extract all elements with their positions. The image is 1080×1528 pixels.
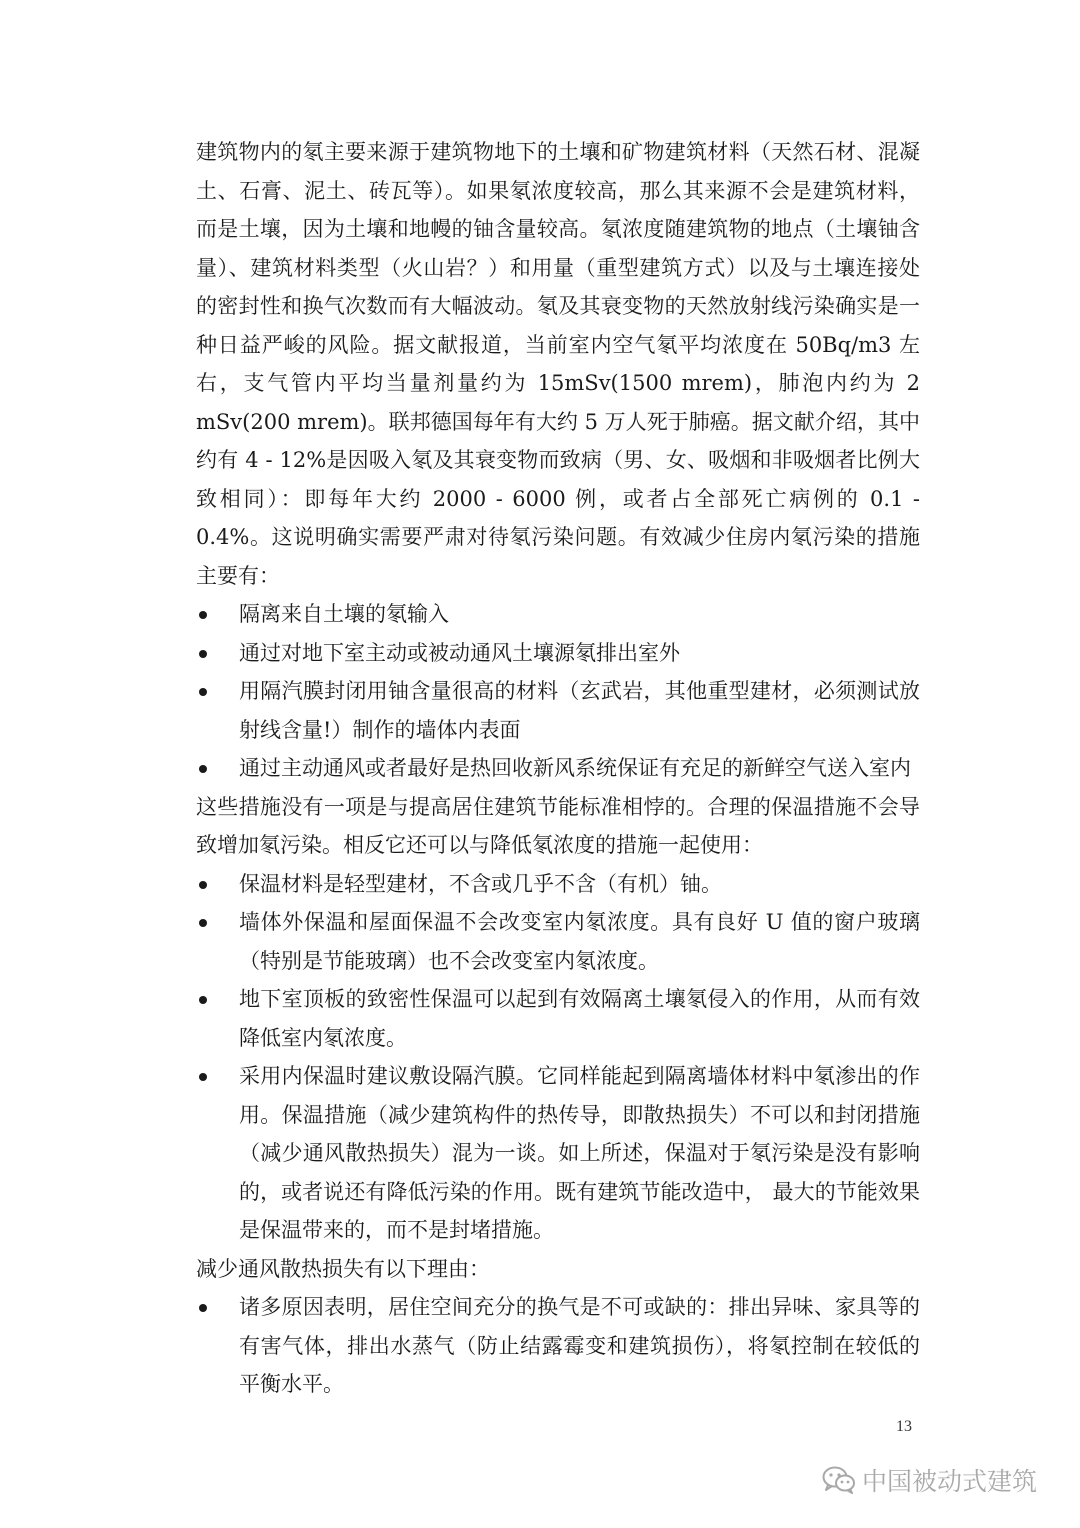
paragraph-insulation: 这些措施没有一项是与提高居住建筑节能标准相悖的。合理的保温措施不会导致增加氡污染。相反它还可以与降低氡浓度的措施一起使用：: [196, 794, 920, 857]
list-item-text: 通过对地下室主动或被动通风土壤源氡排出室外: [239, 640, 680, 665]
bullet-icon: [199, 688, 207, 696]
list-item: [196, 749, 920, 788]
bullet-icon: [199, 996, 207, 1004]
bullet-icon: [199, 765, 207, 773]
list-item-text: 保温材料是轻型建材，不含或几乎不含（有机）铀。: [239, 871, 722, 896]
list-item: [196, 1057, 920, 1250]
list-item: [196, 595, 920, 634]
list-item: [196, 903, 920, 980]
bullet-list-ventilation: [196, 1288, 920, 1404]
wechat-watermark: [822, 1462, 1037, 1498]
list-item-text: 隔离来自土壤的氡输入: [239, 602, 449, 626]
bullet-icon: [199, 1304, 207, 1312]
list-item: [196, 980, 920, 1057]
paragraph-radon-sources: 建筑物内的氡主要来源于建筑物地下的土壤和矿物建筑材料（天然石材、混凝土、石膏、泥土、砖瓦等）。如果氡浓度较高，那么其来源不会是建筑材料，而是土壤，因为土壤和地幔的铀含量较高。氡浓度随建筑物的地点（土壤铀含量）、建筑材料类型（火山岩？）和用量（重型建筑方式）以及与土壤连接处的密封性和换气次数而有大幅波动。氡及其衰变物的天然放射线污染确实是一种日益严峻的风险。据文献报道，当前室内空气氡平均浓度在 50Bq/m3 左右，支气管内平均当量剂量约为 15mSv(1500 mrem)，肺泡内约为 2 mSv(200 mrem)。联邦德国每年有大约 5 万人死于肺癌。据文献介绍，其中约有 4 - 12%是因吸入氡及其衰变物而致病（男、女、吸烟和非吸烟者比例大致相同）：即每年大约 2000 - 6000 例，或者占全部死亡病例的 0.1 - 0.4%。这说明确实需要严肃对待氡污染问题。有效减少住房内氡污染的措施主要有：: [196, 140, 920, 588]
bullet-icon: [199, 1073, 207, 1081]
list-item: [196, 672, 920, 749]
bullet-icon: [199, 881, 207, 889]
document-body: [196, 133, 920, 1404]
list-item: [196, 634, 920, 673]
bullet-icon: [199, 919, 207, 927]
wechat-icon: [822, 1466, 856, 1494]
bullet-list-measures: [196, 595, 920, 788]
list-item-text: 墙体外保温和屋面保温不会改变室内氡浓度。具有良好 U 值的窗户玻璃（特别是节能玻璃）也不会改变室内氡浓度。: [239, 910, 920, 973]
list-item-text: 用隔汽膜封闭用铀含量很高的材料（玄武岩，其他重型建材，必须测试放射线含量!）制作的墙体内表面: [239, 679, 920, 742]
list-item-text: 诸多原因表明，居住空间充分的换气是不可或缺的：排出异味、家具等的有害气体，排出水蒸气（防止结露霉变和建筑损伤），将氡控制在较低的平衡水平。: [239, 1295, 920, 1396]
list-item-text: 采用内保温时建议敷设隔汽膜。它同样能起到隔离墙体材料中氡渗出的作用。保温措施（减少建筑构件的热传导，即散热损失）不可以和封闭措施（减少通风散热损失）混为一谈。如上所述，保温对于氡污染是没有影响的，或者说还有降低污染的作用。既有建筑节能改造中， 最大的节能效果是保温带来的，而不是封堵措施。: [239, 1064, 920, 1242]
list-item-text: 地下室顶板的致密性保温可以起到有效隔离土壤氡侵入的作用，从而有效降低室内氡浓度。: [239, 987, 920, 1050]
list-item: [196, 865, 920, 904]
list-item: [196, 1288, 920, 1404]
bullet-list-insulation: [196, 865, 920, 1250]
page-number: 13: [896, 1418, 912, 1435]
list-item-text: 通过主动通风或者最好是热回收新风系统保证有充足的新鲜空气送入室内: [239, 756, 911, 780]
paragraph-ventilation-reasons: 减少通风散热损失有以下理由：: [196, 1256, 490, 1281]
bullet-icon: [199, 611, 207, 619]
watermark-text: 中国被动式建筑: [862, 1467, 1038, 1496]
bullet-icon: [199, 650, 207, 658]
